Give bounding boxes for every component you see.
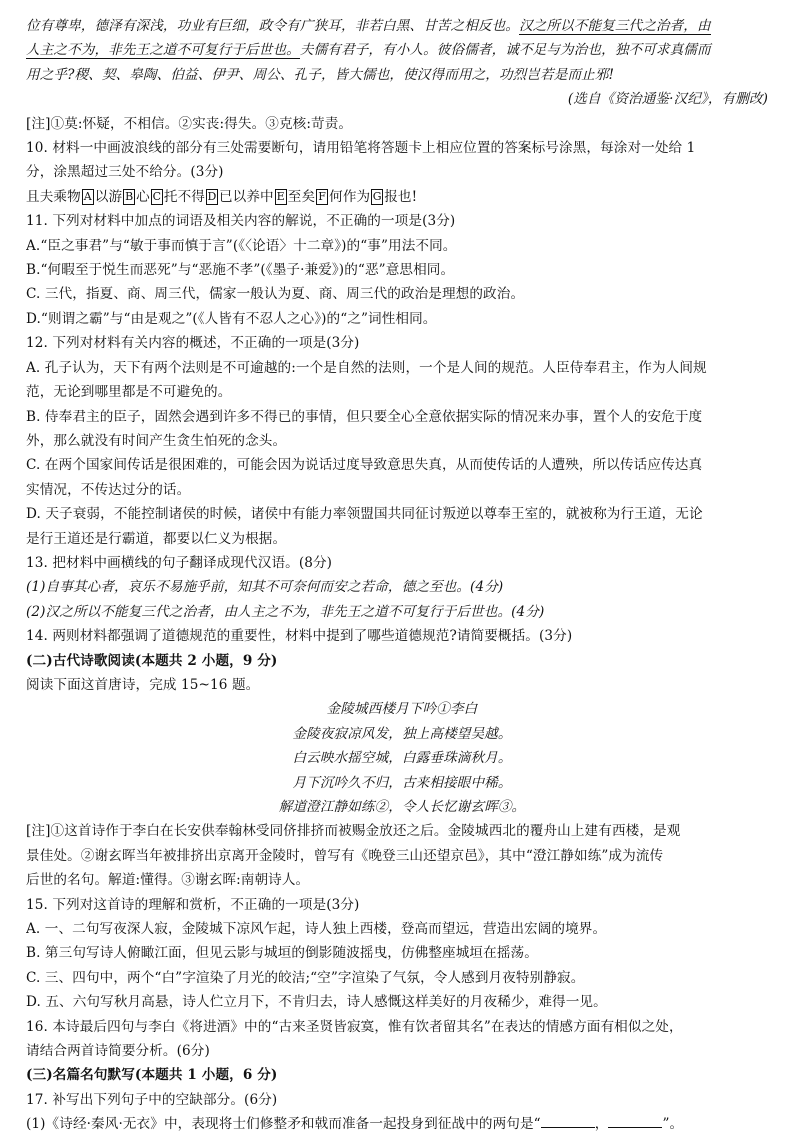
passage-line-1: 位有尊卑，德泽有深浅，功业有巨细，政令有广狭耳，非若白黑、甘苦之相反也。汉之所以不能复三代之治者，由 [26,18,711,34]
q11-option-a: A.“臣之事君”与“敏于事而慎于言”(《〈论语〉十二章》)的“事”用法不同。 [26,237,457,254]
answer-box-f[interactable]: F [316,189,328,205]
answer-box-c[interactable]: C [152,190,162,204]
answer-box-a[interactable]: A [83,190,92,204]
section-2-intro: 阅读下面这首唐诗，完成 15~16 题。 [26,676,260,693]
notes-2-line-1: [注]①这首诗作于李白在长安供奉翰林受同侪排挤而被赐金放还之后。金陵城西北的覆舟山上建有西楼，是观 [26,823,681,840]
blank-1[interactable] [541,1113,595,1128]
notes-2-line-3: 后世的名句。解道:懂得。③谢玄晖:南朝诗人。 [26,872,310,889]
q11-option-b: B.“何暇至于悦生而恶死”与“恶施不孝”(《墨子·兼爱》)的“恶”意思相同。 [26,262,455,279]
q11-stem: 11. 下列对材料中加点的词语及相关内容的解说，不正确的一项是(3分) [26,213,456,230]
q12-option-b-1: B. 侍奉君主的臣子，固然会遇到许多不得已的事情，但只要全心全意依据实际的情况来办事，置个人的安危于度 [26,408,703,425]
poem-line-4: 解道澄江静如练②，令人长忆谢玄晖③。 [278,799,526,815]
q13-sentence-1: (1)自事其心者，哀乐不易施乎前，知其不可奈何而安之若命，德之至也。(4分) [26,579,504,596]
q10-sentence: 且夫乘物 A 以游 B 心 C 托不得 D 已以养中 E 至矣 F 何作为 G 报也! [26,188,418,205]
q12-option-d-2: 是行王道还是行霸道，都要以仁义为根据。 [26,530,287,547]
q10-stem-1: 10. 材料一中画波浪线的部分有三处需要断句，请用铅笔将答题卡上相应位置的答案标号涂黑，每涂对一处给 1 [26,140,696,157]
q17-sentence-1: (1)《诗经·秦风·无衣》中，表现将士们修整矛和戟而准备一起投身到征战中的两句是“ ， ”。 [26,1112,778,1136]
q16-stem-1: 16. 本诗最后四句与李白《将进酒》中的“古来圣贤皆寂寞，惟有饮者留其名”在表达的情感方面有相似之处， [26,1018,683,1035]
q12-option-b-2: 外，那么就没有时间产生贪生怕死的念头。 [26,432,287,449]
q11-option-c: C. 三代，指夏、商、周三代，儒家一般认为夏、商、周三代的政治是理想的政治。 [26,286,525,303]
q15-option-d: D. 五、六句写秋月高悬，诗人伫立月下，不肯归去，诗人感慨这样美好的月夜稀少，难得一见。 [26,994,607,1011]
q12-option-c-1: C. 在两个国家间传话是很困难的，可能会因为说话过度导致意思失真，从而使传话的人遭殃，所以传话应传达真 [26,457,703,474]
section-2-heading: (二)古代诗歌阅读(本题共 2 小题，9 分) [26,652,278,669]
answer-box-g[interactable]: G [372,190,382,204]
underlined-sentence: 人主之不为，非先王之道不可复行于后世也。 [26,42,300,59]
q12-option-c-2: 实情况，不传达过分的话。 [26,481,191,498]
passage-line-3: 用之乎?稷、契、皋陶、伯益、伊尹、周公、孔子，皆大儒也，使汉得而用之，功烈岂若是而止邪! [26,66,615,83]
q13-stem: 13. 把材料中画横线的句子翻译成现代汉语。(8分) [26,554,333,571]
answer-box-d[interactable]: D [207,190,217,204]
underlined-sentence: 汉之所以不能复三代之治者，由 [518,18,711,34]
q13-sentence-2: (2)汉之所以不能复三代之治者，由人主之不为，非先王之道不可复行于后世也。(4分) [26,603,545,620]
poem-title: 金陵城西楼月下吟①李白 [326,701,478,718]
passage-source: (选自《资治通鉴·汉纪》，有删改) [567,91,768,108]
poem-line-1: 金陵夜寂凉风发，独上高楼望吴越。 [292,725,512,742]
poem-line-2: 白云映水摇空城，白露垂珠滴秋月。 [292,750,512,767]
q10-stem-2: 分，涂黑超过三处不给分。(3分) [26,164,224,181]
q15-stem: 15. 下列对这首诗的理解和赏析，不正确的一项是(3分) [26,896,360,913]
blank-2[interactable] [608,1113,662,1128]
q12-stem: 12. 下列对材料有关内容的概述，不正确的一项是(3分) [26,335,360,352]
passage-line-2: 人主之不为，非先王之道不可复行于后世也。夫儒有君子，有小人。彼俗儒者，诚不足与为治也，独不可求真儒而 [26,42,711,59]
q17-stem: 17. 补写出下列句子中的空缺部分。(6分) [26,1091,278,1108]
q16-stem-2: 请结合两首诗简要分析。(6分) [26,1043,210,1060]
q11-option-d: D.“则谓之霸”与“由是观之”(《人皆有不忍人之心》)的“之”词性相同。 [26,310,437,327]
exam-page [26,14,778,1137]
notes-2-line-2: 景佳处。②谢玄晖当年被排挤出京离开金陵时，曾写有《晚登三山还望京邑》，其中“澄江静如练”成为流传 [26,847,664,864]
q14-stem: 14. 两则材料都强调了道德规范的重要性，材料中提到了哪些道德规范?请简要概括。(3分) [26,628,573,645]
section-3-heading: (三)名篇名句默写(本题共 1 小题，6 分) [26,1067,278,1084]
answer-box-e[interactable]: E [276,190,285,204]
answer-box-b[interactable]: B [125,190,134,204]
q12-option-d-1: D. 天子衰弱，不能控制诸侯的时候，诸侯中有能力率领盟国共同征讨叛逆以尊奉王室的，就被称为行王道，无论 [26,506,703,523]
q15-option-b: B. 第三句写诗人俯瞰江面，但见云影与城垣的倒影随波摇曳，仿佛整座城垣在摇荡。 [26,945,538,962]
notes-1: [注]①莫:怀疑，不相信。②实丧:得失。③克核:苛责。 [26,115,353,132]
q12-option-a-2: 范，无论到哪里都是不可避免的。 [26,384,232,401]
q12-option-a-1: A. 孔子认为，天下有两个法则是不可逾越的:一个是自然的法则，一个是人间的规范。人臣侍奉君主，作为人间规 [26,359,707,376]
q15-option-a: A. 一、二句写夜深人寂，金陵城下凉风乍起，诗人独上西楼，登高而望远，营造出宏阔的境界。 [26,921,607,938]
poem-line-3: 月下沉吟久不归，古来相接眼中稀。 [292,774,512,791]
q15-option-c: C. 三、四句中，两个“白”字渲染了月光的皎洁;“空”字渲染了气氛，令人感到月夜特别静寂。 [26,969,585,986]
